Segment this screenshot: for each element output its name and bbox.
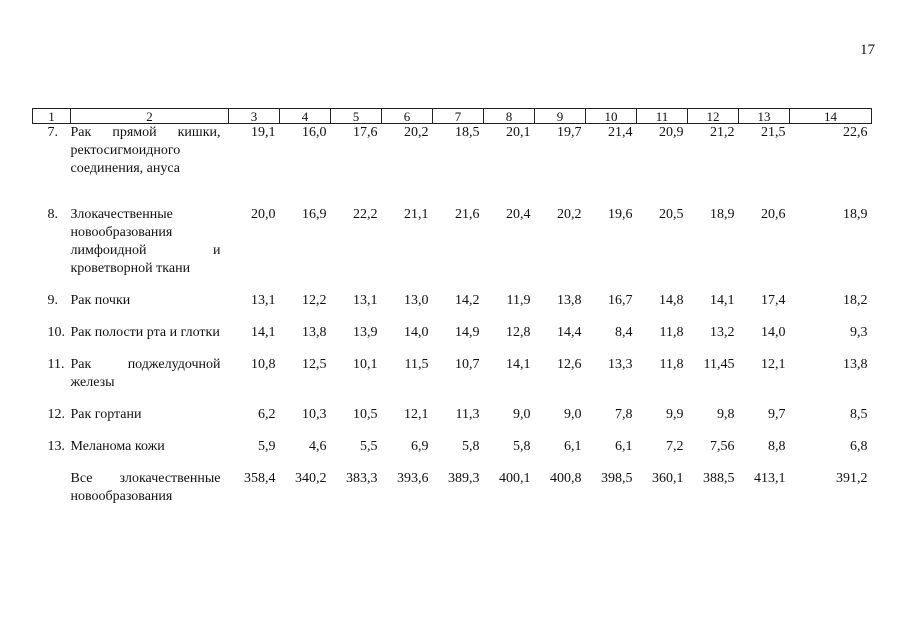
row-number: 12. (47, 407, 65, 422)
cell-value-col-11: 14,8 (659, 293, 684, 308)
cell-value-col-9: 12,6 (557, 357, 582, 372)
cell-value-col-4: 16,0 (302, 125, 327, 140)
cell-value-col-12: 13,2 (710, 325, 735, 340)
cancer-incidence-table (32, 108, 872, 506)
cell-value-col-14: 6,8 (850, 439, 868, 454)
table-row (33, 206, 872, 278)
cell-value-col-3: 14,1 (251, 325, 276, 340)
cell-value-col-4: 12,5 (302, 357, 327, 372)
spacer-cell (33, 310, 872, 324)
spacer-cell (33, 278, 872, 292)
cell-value-col-8: 14,1 (506, 357, 531, 372)
cell-value-col-10: 21,4 (608, 125, 633, 140)
cell-value-col-12: 14,1 (710, 293, 735, 308)
cell-value-col-6: 14,0 (404, 325, 429, 340)
cell-value-col-5: 5,5 (360, 439, 378, 454)
column-number-14: 14 (790, 109, 872, 124)
cell-value-col-10: 398,5 (601, 471, 633, 486)
cell-value-col-6: 393,6 (397, 471, 429, 486)
table-body (33, 124, 872, 507)
row-spacer (33, 342, 872, 356)
row-name: Рак прямой кишки, ректосигмоидного соединения, ануса (70, 125, 221, 176)
row-spacer (33, 424, 872, 438)
row-spacer (33, 310, 872, 324)
cell-value-col-7: 389,3 (448, 471, 480, 486)
cell-value-col-14: 18,9 (843, 207, 868, 222)
cell-value-col-11: 20,9 (659, 125, 684, 140)
row-name: Рак гортани (70, 407, 142, 422)
cell-value-col-11: 11,8 (659, 357, 684, 372)
column-number-9: 9 (535, 109, 586, 124)
cell-value-col-9: 14,4 (557, 325, 582, 340)
row-number: 7. (47, 125, 58, 140)
table-row (33, 470, 872, 506)
cell-value-col-6: 21,1 (404, 207, 429, 222)
cell-value-col-3: 358,4 (244, 471, 276, 486)
cell-value-col-5: 383,3 (346, 471, 378, 486)
cell-value-col-9: 6,1 (564, 439, 582, 454)
row-name: Рак почки (70, 293, 131, 308)
cell-value-col-13: 12,1 (761, 357, 786, 372)
cell-value-col-7: 14,9 (455, 325, 480, 340)
table-row (33, 356, 872, 392)
cell-value-col-3: 10,8 (251, 357, 276, 372)
column-number-1: 1 (33, 109, 71, 124)
column-number-2: 2 (71, 109, 229, 124)
row-spacer (33, 392, 872, 406)
cell-value-col-8: 20,4 (506, 207, 531, 222)
cell-value-col-11: 11,8 (659, 325, 684, 340)
row-name: Меланома кожи (70, 439, 165, 454)
cell-value-col-13: 20,6 (761, 207, 786, 222)
cell-value-col-10: 8,4 (615, 325, 633, 340)
cell-value-col-13: 17,4 (761, 293, 786, 308)
row-spacer (33, 178, 872, 206)
cell-value-col-5: 13,1 (353, 293, 378, 308)
table-row (33, 292, 872, 310)
cell-value-col-10: 7,8 (615, 407, 633, 422)
cell-value-col-4: 16,9 (302, 207, 327, 222)
cell-value-col-8: 12,8 (506, 325, 531, 340)
cell-value-col-8: 11,9 (506, 293, 531, 308)
spacer-cell (33, 392, 872, 406)
cell-value-col-9: 400,8 (550, 471, 582, 486)
cell-value-col-8: 20,1 (506, 125, 531, 140)
cell-value-col-10: 19,6 (608, 207, 633, 222)
cell-value-col-7: 18,5 (455, 125, 480, 140)
cell-value-col-14: 391,2 (836, 471, 868, 486)
cell-value-col-13: 8,8 (768, 439, 786, 454)
cell-value-col-11: 20,5 (659, 207, 684, 222)
cell-value-col-9: 20,2 (557, 207, 582, 222)
cell-value-col-13: 14,0 (761, 325, 786, 340)
cell-value-col-4: 340,2 (295, 471, 327, 486)
row-number: 8. (47, 207, 58, 222)
cell-value-col-7: 21,6 (455, 207, 480, 222)
column-number-11: 11 (637, 109, 688, 124)
cell-value-col-7: 11,3 (455, 407, 480, 422)
cell-value-col-13: 21,5 (761, 125, 786, 140)
cell-value-col-14: 8,5 (850, 407, 868, 422)
cell-value-col-6: 20,2 (404, 125, 429, 140)
column-number-8: 8 (484, 109, 535, 124)
cell-value-col-13: 9,7 (768, 407, 786, 422)
cell-value-col-7: 10,7 (455, 357, 480, 372)
column-number-3: 3 (229, 109, 280, 124)
cell-value-col-12: 388,5 (703, 471, 735, 486)
row-number: 9. (47, 293, 58, 308)
column-number-7: 7 (433, 109, 484, 124)
row-spacer (33, 278, 872, 292)
table-row (33, 124, 872, 179)
cell-value-col-12: 18,9 (710, 207, 735, 222)
cell-value-col-5: 10,5 (353, 407, 378, 422)
cell-value-col-6: 12,1 (404, 407, 429, 422)
column-number-6: 6 (382, 109, 433, 124)
row-name: Рак поджелудочной железы (70, 357, 221, 390)
cell-value-col-3: 20,0 (251, 207, 276, 222)
cell-value-col-14: 18,2 (843, 293, 868, 308)
row-number (33, 470, 71, 506)
spacer-cell (33, 178, 872, 206)
cell-value-col-14: 9,3 (850, 325, 868, 340)
spacer-cell (33, 456, 872, 470)
row-spacer (33, 456, 872, 470)
cell-value-col-7: 5,8 (462, 439, 480, 454)
cell-value-col-4: 12,2 (302, 293, 327, 308)
cell-value-col-9: 19,7 (557, 125, 582, 140)
cell-value-col-3: 19,1 (251, 125, 276, 140)
row-name: Рак полости рта и глотки (70, 325, 220, 340)
column-number-4: 4 (280, 109, 331, 124)
cell-value-col-7: 14,2 (455, 293, 480, 308)
cell-value-col-5: 10,1 (353, 357, 378, 372)
cell-value-col-4: 4,6 (309, 439, 327, 454)
cell-value-col-8: 5,8 (513, 439, 531, 454)
column-number-12: 12 (688, 109, 739, 124)
cell-value-col-12: 9,8 (717, 407, 735, 422)
cell-value-col-4: 10,3 (302, 407, 327, 422)
row-number: 13. (47, 439, 65, 454)
cell-value-col-10: 13,3 (608, 357, 633, 372)
cell-value-col-3: 5,9 (258, 439, 276, 454)
cell-value-col-9: 9,0 (564, 407, 582, 422)
cell-value-col-3: 13,1 (251, 293, 276, 308)
cell-value-col-5: 13,9 (353, 325, 378, 340)
cell-value-col-12: 11,45 (703, 357, 735, 372)
cell-value-col-14: 13,8 (843, 357, 868, 372)
cell-value-col-12: 7,56 (710, 439, 735, 454)
row-number: 10. (47, 325, 65, 340)
cell-value-col-8: 400,1 (499, 471, 531, 486)
table-row (33, 406, 872, 424)
cell-value-col-10: 16,7 (608, 293, 633, 308)
table-row (33, 438, 872, 456)
row-name: Злокачественные новообразования лимфоидной и кроветворной ткани (70, 207, 221, 276)
cell-value-col-5: 22,2 (353, 207, 378, 222)
column-number-10: 10 (586, 109, 637, 124)
column-number-13: 13 (739, 109, 790, 124)
column-number-5: 5 (331, 109, 382, 124)
cell-value-col-5: 17,6 (353, 125, 378, 140)
cell-value-col-12: 21,2 (710, 125, 735, 140)
row-number: 11. (47, 357, 65, 372)
cell-value-col-6: 13,0 (404, 293, 429, 308)
table-row (33, 324, 872, 342)
cell-value-col-4: 13,8 (302, 325, 327, 340)
cell-value-col-3: 6,2 (258, 407, 276, 422)
cell-value-col-6: 6,9 (411, 439, 429, 454)
cell-value-col-13: 413,1 (754, 471, 786, 486)
cell-value-col-11: 7,2 (666, 439, 684, 454)
spacer-cell (33, 424, 872, 438)
cell-value-col-14: 22,6 (843, 125, 868, 140)
cell-value-col-11: 9,9 (666, 407, 684, 422)
cell-value-col-11: 360,1 (652, 471, 684, 486)
column-number-header-row (33, 109, 872, 124)
cell-value-col-9: 13,8 (557, 293, 582, 308)
page-number: 17 (860, 42, 875, 58)
spacer-cell (33, 342, 872, 356)
cell-value-col-8: 9,0 (513, 407, 531, 422)
cell-value-col-10: 6,1 (615, 439, 633, 454)
row-name: Все злокачественные новообразования (70, 471, 221, 504)
cell-value-col-6: 11,5 (404, 357, 429, 372)
